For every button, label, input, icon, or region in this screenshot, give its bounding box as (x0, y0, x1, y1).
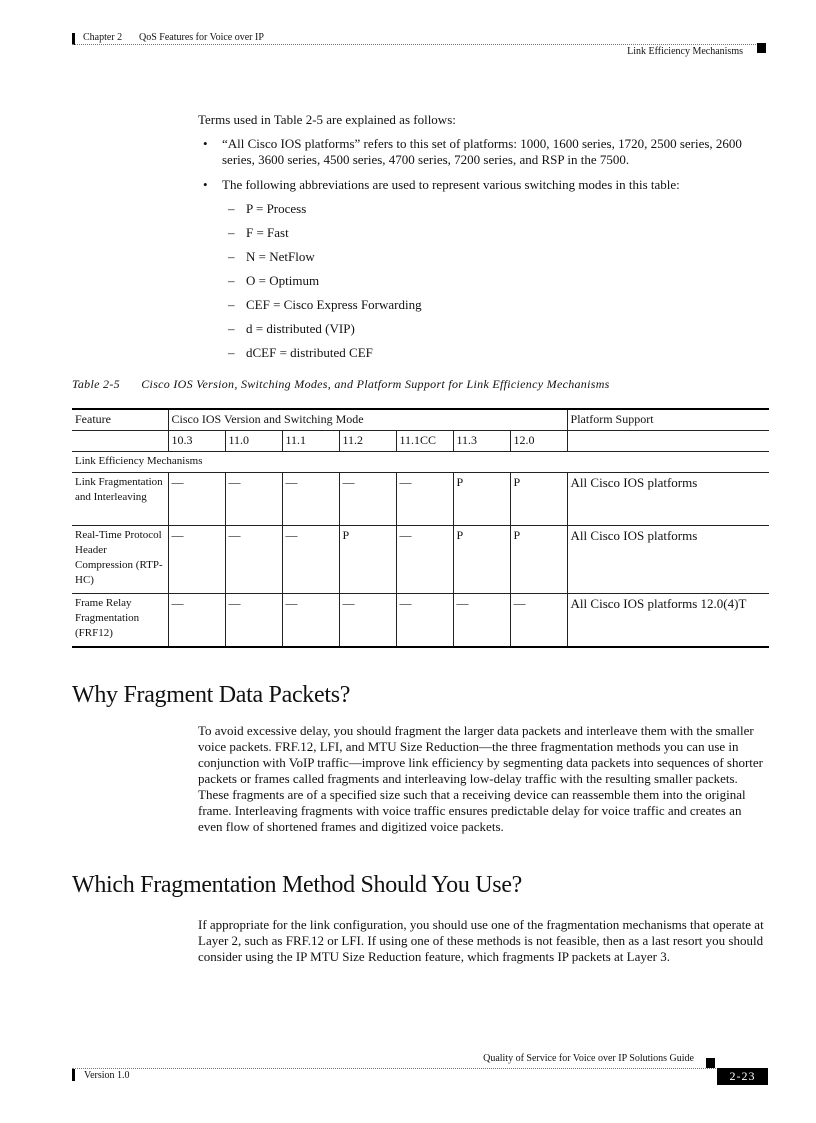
version-cell: 11.1 (282, 431, 339, 452)
version-cell: 12.0 (510, 431, 567, 452)
table-row (72, 526, 769, 594)
mode-cell: P (510, 526, 567, 594)
table-header-row (72, 409, 769, 431)
header-chapter: Chapter 2 (83, 32, 123, 43)
bullet-abbreviations-text: The following abbreviations are used to represent various switching modes in this table: (222, 177, 680, 192)
header-block-marker (757, 43, 766, 53)
abbreviation-item: – dCEF = distributed CEF (222, 345, 768, 369)
table-caption (72, 377, 610, 392)
table-version-row (72, 431, 769, 452)
version-cell: 11.3 (453, 431, 510, 452)
mode-cell: P (339, 526, 396, 594)
abbreviation-item: – CEF = Cisco Express Forwarding (222, 297, 768, 321)
header-platform: Platform Support (567, 409, 769, 431)
mode-cell: — (396, 473, 453, 526)
mode-cell: — (168, 594, 225, 647)
version-cell: 11.0 (225, 431, 282, 452)
table-caption-title: Cisco IOS Version, Switching Modes, and Platform Support for Link Efficiency Mechanisms (141, 377, 610, 391)
version-blank-cell (72, 431, 168, 452)
section-heading-which-method: Which Fragmentation Method Should You Use? (72, 872, 523, 898)
mode-cell: — (453, 594, 510, 647)
version-cell: 11.2 (339, 431, 396, 452)
mode-cell: — (339, 473, 396, 526)
mode-cell: — (339, 594, 396, 647)
platform-cell: All Cisco IOS platforms (567, 526, 769, 594)
footer-block-marker (706, 1058, 715, 1068)
mode-cell: — (396, 594, 453, 647)
footer-guide-title: Quality of Service for Voice over IP Solutions Guide (483, 1053, 694, 1064)
feature-cell: Link Fragmentation and Interleaving (72, 473, 168, 526)
abbreviation-item: – N = NetFlow (222, 249, 768, 273)
mode-cell: — (282, 594, 339, 647)
footer-version: Version 1.0 (84, 1070, 130, 1081)
mode-cell: — (225, 473, 282, 526)
section-heading-why-fragment: Why Fragment Data Packets? (72, 682, 351, 708)
table-row (72, 473, 769, 526)
feature-cell: Frame Relay Fragmentation (FRF12) (72, 594, 168, 647)
header-section-title: Link Efficiency Mechanisms (627, 46, 743, 57)
header-rule (72, 44, 766, 45)
platform-cell: All Cisco IOS platforms 12.0(4)T (567, 594, 769, 647)
intro-lead: Terms used in Table 2-5 are explained as follows: (198, 112, 456, 127)
mode-cell: — (510, 594, 567, 647)
terms-list (198, 136, 768, 378)
group-label: Link Efficiency Mechanisms (72, 452, 769, 473)
feature-support-table (72, 408, 769, 648)
page-number: 2-23 (717, 1068, 768, 1085)
mode-cell: P (453, 473, 510, 526)
mode-cell: — (396, 526, 453, 594)
section-body-which-method: If appropriate for the link configuration, you should use one of the fragmentation mechanisms that operate at Layer 2, such as FRF.12 or LFI. If using one of these methods is not feasible, then as a last resort you should consider using the IP MTU Size Reduction feature, which fragments IP packets at Layer 3. (198, 917, 764, 964)
mode-cell: P (510, 473, 567, 526)
platform-blank-cell (567, 431, 769, 452)
abbreviation-item: – P = Process (222, 201, 768, 225)
mode-cell: — (282, 473, 339, 526)
footer-rule (72, 1068, 768, 1069)
bullet-abbreviations (198, 177, 768, 369)
abbreviation-item: – d = distributed (VIP) (222, 321, 768, 345)
abbreviation-list (222, 201, 768, 369)
footer-bar (72, 1069, 75, 1081)
mode-cell: — (282, 526, 339, 594)
version-cell: 10.3 (168, 431, 225, 452)
mode-cell: — (225, 526, 282, 594)
mode-cell: P (453, 526, 510, 594)
abbreviation-item: – F = Fast (222, 225, 768, 249)
section-body-why-fragment: To avoid excessive delay, you should fragment the larger data packets and interleave them with the smaller voice packets. FRF.12, LFI, and MTU Size Reduction—the three fragmentation methods you can use in conjunction with VoIP traffic—improve link efficiency by segmenting data packets into sequences of shorter packets or frames called fragments and interleaving low-delay traffic with the resulting smaller packets. These fragments are of a specified size such that a receiving device can reassemble them into the original frame. Interleaving fragments with voice traffic ensures predictable delay for voice traffic and creates an even flow of shortened frames and digitized voice packets. (198, 723, 763, 834)
mode-cell: — (168, 526, 225, 594)
header-chapter-title: QoS Features for Voice over IP (139, 32, 264, 43)
mode-cell: — (168, 473, 225, 526)
header-version-mode: Cisco IOS Version and Switching Mode (168, 409, 567, 431)
table-caption-number: Table 2-5 (72, 377, 120, 391)
feature-cell: Real-Time Protocol Header Compression (RTP-HC) (72, 526, 168, 594)
table-row (72, 594, 769, 647)
bullet-platforms: • “All Cisco IOS platforms” refers to this set of platforms: 1000, 1600 series, 1720, 2500 series, 2600 series, 3600 series, 4500 series, 4700 series, 7200 series, and RSP in the 7500. (198, 136, 768, 168)
version-cell: 11.1CC (396, 431, 453, 452)
platform-cell: All Cisco IOS platforms (567, 473, 769, 526)
mode-cell: — (225, 594, 282, 647)
header-feature: Feature (72, 409, 168, 431)
table-group-row (72, 452, 769, 473)
abbreviation-item: – O = Optimum (222, 273, 768, 297)
